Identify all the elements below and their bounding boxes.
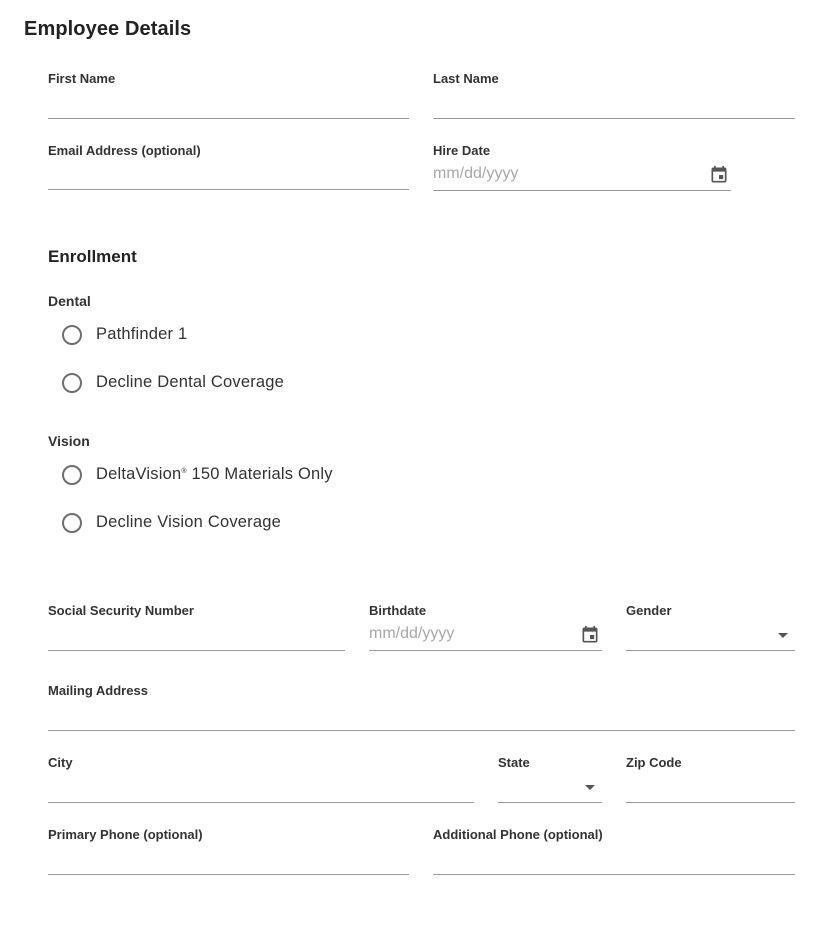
zip-underline: [626, 802, 795, 803]
first-name-label: First Name: [48, 71, 116, 86]
additional-phone-underline: [433, 874, 795, 875]
zip-label: Zip Code: [626, 755, 682, 770]
vision-label: Vision: [48, 433, 90, 449]
vision-option-decline-radio[interactable]: [62, 513, 82, 533]
mailing-address-underline: [48, 730, 795, 731]
ssn-label: Social Security Number: [48, 603, 194, 618]
gender-underline: [626, 650, 795, 651]
last-name-input[interactable]: [433, 88, 795, 118]
last-name-underline: [433, 118, 795, 119]
first-name-underline: [48, 118, 409, 119]
city-input[interactable]: [48, 772, 474, 802]
dental-option-decline-label[interactable]: Decline Dental Coverage: [96, 373, 285, 391]
city-label: City: [48, 755, 73, 770]
ssn-input[interactable]: [48, 620, 345, 650]
state-underline: [498, 802, 602, 803]
email-input[interactable]: [48, 160, 409, 190]
dental-label: Dental: [48, 293, 91, 309]
dental-option-pathfinder-label[interactable]: Pathfinder 1: [96, 325, 188, 343]
primary-phone-label: Primary Phone (optional): [48, 827, 203, 842]
enrollment-title: Enrollment: [48, 247, 137, 266]
chevron-down-icon[interactable]: [585, 785, 595, 790]
vision-option-decline-label[interactable]: Decline Vision Coverage: [96, 513, 281, 531]
vision-option-deltavision-rest: 150 Materials Only: [186, 465, 333, 483]
additional-phone-input[interactable]: [433, 844, 795, 874]
primary-phone-underline: [48, 874, 409, 875]
vision-option-deltavision-label[interactable]: [96, 465, 333, 484]
first-name-input[interactable]: [48, 88, 409, 118]
hire-date-label: Hire Date: [433, 143, 491, 158]
dental-option-decline-radio[interactable]: [62, 373, 82, 393]
birthdate-input[interactable]: mm/dd/yyyy: [369, 625, 455, 642]
dental-option-pathfinder-radio[interactable]: [62, 325, 82, 345]
birthdate-underline: [369, 650, 602, 651]
hire-date-underline: [433, 190, 731, 191]
birthdate-label: Birthdate: [369, 603, 427, 618]
chevron-down-icon[interactable]: [778, 633, 788, 638]
vision-option-deltavision-name: DeltaVision: [96, 465, 182, 483]
gender-label: Gender: [626, 603, 672, 618]
email-label: Email Address (optional): [48, 143, 201, 158]
mailing-address-label: Mailing Address: [48, 683, 148, 698]
last-name-label: Last Name: [433, 71, 499, 86]
zip-input[interactable]: [626, 772, 795, 802]
page-title: Employee Details: [24, 18, 192, 40]
ssn-underline: [48, 650, 345, 651]
vision-option-deltavision-radio[interactable]: [62, 465, 82, 485]
hire-date-input[interactable]: mm/dd/yyyy: [433, 165, 519, 182]
registered-mark: ®: [181, 468, 187, 475]
state-label: State: [498, 755, 530, 770]
calendar-icon[interactable]: [709, 165, 729, 185]
gender-select[interactable]: [626, 620, 795, 650]
primary-phone-input[interactable]: [48, 844, 409, 874]
additional-phone-label: Additional Phone (optional): [433, 827, 603, 842]
mailing-address-input[interactable]: [48, 700, 795, 730]
calendar-icon[interactable]: [580, 625, 600, 645]
city-underline: [48, 802, 474, 803]
email-underline: [48, 189, 409, 190]
